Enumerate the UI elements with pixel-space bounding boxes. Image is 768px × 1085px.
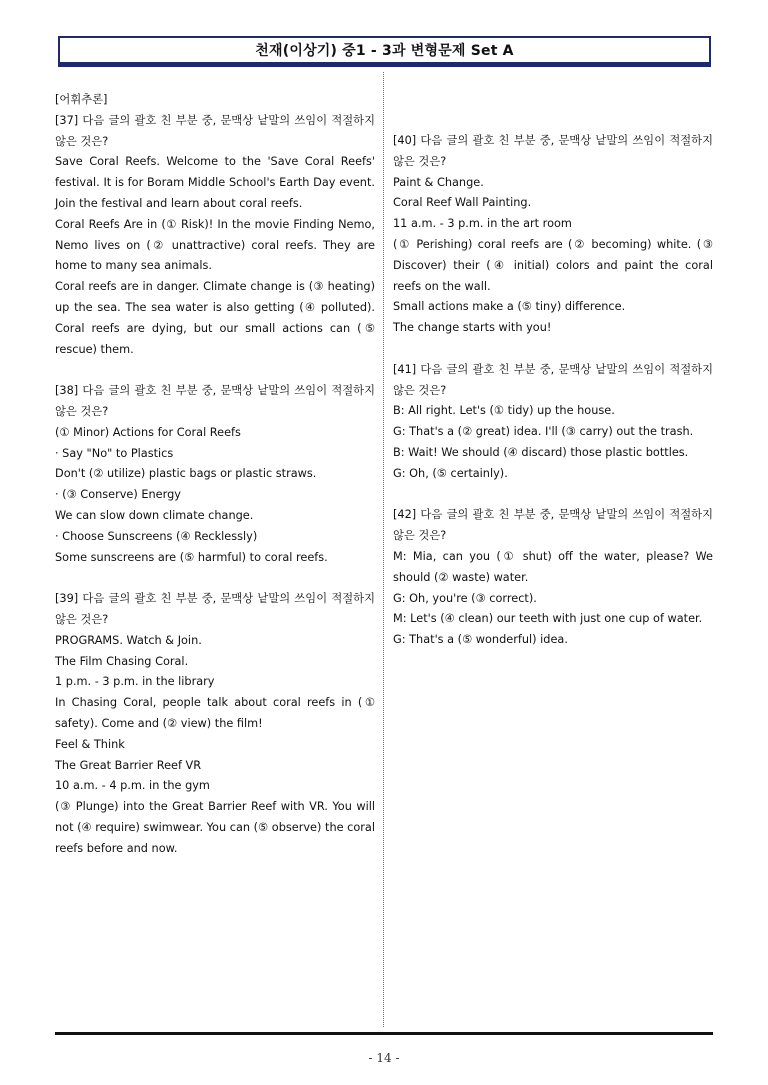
- question-line: Coral Reefs Are in (① Risk)! In the movie Finding Nemo, Nemo lives on (② unattractive) coral reefs. They are home to many sea animals.: [55, 217, 375, 273]
- question-line: G: That's a (② great) idea. I'll (③ carry) out the trash.: [393, 425, 694, 439]
- right-column-spacer: [393, 90, 713, 131]
- column-divider: [383, 72, 384, 1027]
- question-line: G: Oh, (⑤ certainly).: [393, 466, 508, 480]
- question-line: · Say "No" to Plastics: [55, 446, 174, 460]
- question-line: G: That's a (⑤ wonderful) idea.: [393, 633, 568, 647]
- question-line: Coral Reef Wall Painting.: [393, 196, 532, 210]
- question-line: 1 p.m. - 3 p.m. in the library: [55, 675, 215, 689]
- question-line: (① Perishing) coral reefs are (② becoming) white. (③ Discover) their (④ initial) colors and paint the coral reefs on the wall.: [393, 237, 713, 293]
- right-column: [393, 90, 713, 672]
- question-line: 11 a.m. - 3 p.m. in the art room: [393, 217, 572, 231]
- question-line: Coral reefs are in danger. Climate change is (③ heating) up the sea. The sea water is also getting (④ polluted). Coral reefs are dying, but our small actions can (⑤ rescue) them.: [55, 280, 375, 356]
- question-line: 10 a.m. - 4 p.m. in the gym: [55, 779, 210, 793]
- question-head: [38] 다음 글의 괄호 친 부분 중, 문맥상 낱말의 쓰임이 적절하지 않은 것은?: [55, 384, 375, 418]
- question-line: In Chasing Coral, people talk about coral reefs in (① safety). Come and (② view) the film!: [55, 696, 375, 730]
- question-line: G: Oh, you're (③ correct).: [393, 591, 537, 605]
- question-line: Feel & Think: [55, 737, 125, 751]
- question-line: PROGRAMS. Watch & Join.: [55, 633, 202, 647]
- footer-rule: [55, 1032, 713, 1035]
- question-line: Some sunscreens are (⑤ harmful) to coral reefs.: [55, 550, 328, 564]
- question-q40: [393, 131, 713, 339]
- question-line: We can slow down climate change.: [55, 508, 254, 522]
- question-line: B: All right. Let's (① tidy) up the house.: [393, 404, 615, 418]
- question-q37: [55, 111, 375, 361]
- section-label: [어휘추론]: [55, 93, 108, 106]
- question-line: B: Wait! We should (④ discard) those plastic bottles.: [393, 445, 689, 459]
- question-q42: [393, 505, 713, 651]
- question-q41: [393, 360, 713, 485]
- question-line: M: Mia, can you (① shut) off the water, please? We should (② waste) water.: [393, 549, 713, 584]
- page-number: - 14 -: [368, 1051, 400, 1065]
- question-head: [40] 다음 글의 괄호 친 부분 중, 문맥상 낱말의 쓰임이 적절하지 않은 것은?: [393, 134, 713, 168]
- question-q38: [55, 381, 375, 568]
- question-line: M: Let's (④ clean) our teeth with just one cup of water.: [393, 612, 703, 626]
- question-line: · (③ Conserve) Energy: [55, 488, 181, 502]
- question-line: (① Minor) Actions for Coral Reefs: [55, 425, 241, 439]
- question-line: Don't (② utilize) plastic bags or plastic straws.: [55, 467, 317, 481]
- question-line: (③ Plunge) into the Great Barrier Reef with VR. You will not (④ require) swimwear. You can (⑤ observe) the coral reefs before and now.: [55, 800, 375, 855]
- question-line: · Choose Sunscreens (④ Recklessly): [55, 529, 258, 543]
- question-line: Save Coral Reefs. Welcome to the 'Save Coral Reefs' festival. It is for Boram Middle School's Earth Day event. Join the festival and learn about coral reefs.: [55, 155, 375, 210]
- left-question-list: [55, 111, 375, 860]
- question-line: Paint & Change.: [393, 175, 484, 189]
- left-column: [55, 90, 375, 880]
- question-head: [41] 다음 글의 괄호 친 부분 중, 문맥상 낱말의 쓰임이 적절하지 않은 것은?: [393, 362, 713, 397]
- question-line: The Great Barrier Reef VR: [55, 758, 202, 772]
- question-line: The change starts with you!: [393, 321, 552, 335]
- page-title: 천재(이상기) 중1 - 3과 변형문제 Set A: [58, 36, 711, 64]
- question-line: Small actions make a (⑤ tiny) difference.: [393, 300, 626, 314]
- question-head: [39] 다음 글의 괄호 친 부분 중, 문맥상 낱말의 쓰임이 적절하지 않은 것은?: [55, 592, 375, 626]
- right-question-list: [393, 131, 713, 651]
- question-head: [37] 다음 글의 괄호 친 부분 중, 문맥상 낱말의 쓰임이 적절하지 않은 것은?: [55, 113, 375, 148]
- question-head: [42] 다음 글의 괄호 친 부분 중, 문맥상 낱말의 쓰임이 적절하지 않은 것은?: [393, 508, 713, 543]
- question-q39: [55, 589, 375, 859]
- question-line: The Film Chasing Coral.: [55, 654, 189, 668]
